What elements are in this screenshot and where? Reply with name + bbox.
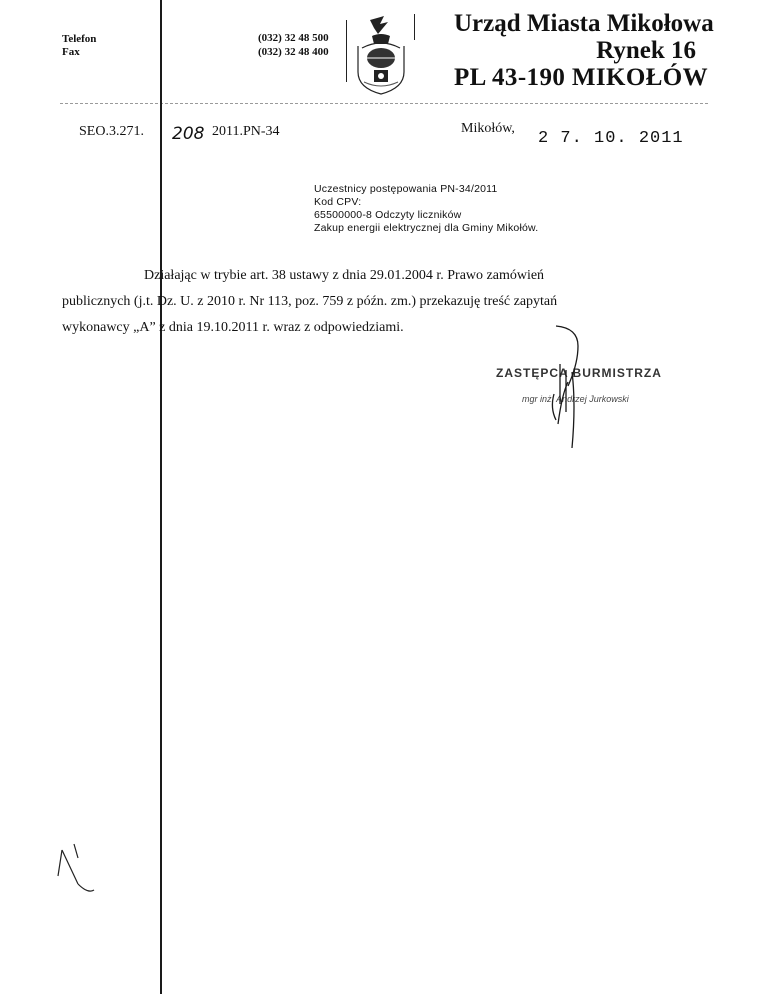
reference-prefix: SEO.3.271. [79, 124, 144, 139]
reference-handwritten-number: 208 [172, 124, 205, 144]
office-name: Urząd Miasta Mikołowa [454, 10, 714, 37]
page-margin-line [160, 0, 162, 994]
signature-scribble [538, 324, 598, 454]
stamp-name: mgr inż. Andrzej Jurkowski [522, 394, 629, 404]
handwritten-mark [48, 836, 108, 896]
city-crest-icon [350, 14, 412, 96]
recipient-line: 65500000-8 Odczyty liczników [314, 209, 462, 221]
header-separator [60, 103, 708, 104]
header-divider-left [346, 20, 347, 82]
office-city: PL 43-190 MIKOŁÓW [454, 64, 709, 91]
fax-label: Fax [62, 46, 80, 58]
body-line-3: wykonawcy „A” z dnia 19.10.2011 r. wraz z odpowiedziami. [62, 320, 404, 335]
body-line-1: Działając w trybie art. 38 ustawy z dnia 29.01.2004 r. Prawo zamówień [144, 268, 545, 283]
stamp-title: ZASTĘPCA BURMISTRZA [496, 366, 662, 380]
recipient-line: Kod CPV: [314, 196, 362, 208]
office-street: Rynek 16 [596, 37, 696, 64]
body-line-2: publicznych (j.t. Dz. U. z 2010 r. Nr 113, poz. 759 z późn. zm.) przekazuję treść zapytań [62, 294, 558, 309]
letter-place: Mikołów, [461, 121, 515, 136]
fax-number: (032) 32 48 400 [258, 46, 329, 58]
header-divider-right [414, 14, 415, 40]
recipient-block [314, 183, 538, 235]
reference-suffix: 2011.PN-34 [212, 124, 280, 139]
letter-date-stamp: 2 7. 10. 2011 [538, 129, 684, 148]
phone-label: Telefon [62, 33, 97, 45]
recipient-line: Uczestnicy postępowania PN-34/2011 [314, 183, 498, 195]
recipient-line: Zakup energii elektrycznej dla Gminy Mikołów. [314, 222, 539, 234]
phone-number: (032) 32 48 500 [258, 32, 329, 44]
